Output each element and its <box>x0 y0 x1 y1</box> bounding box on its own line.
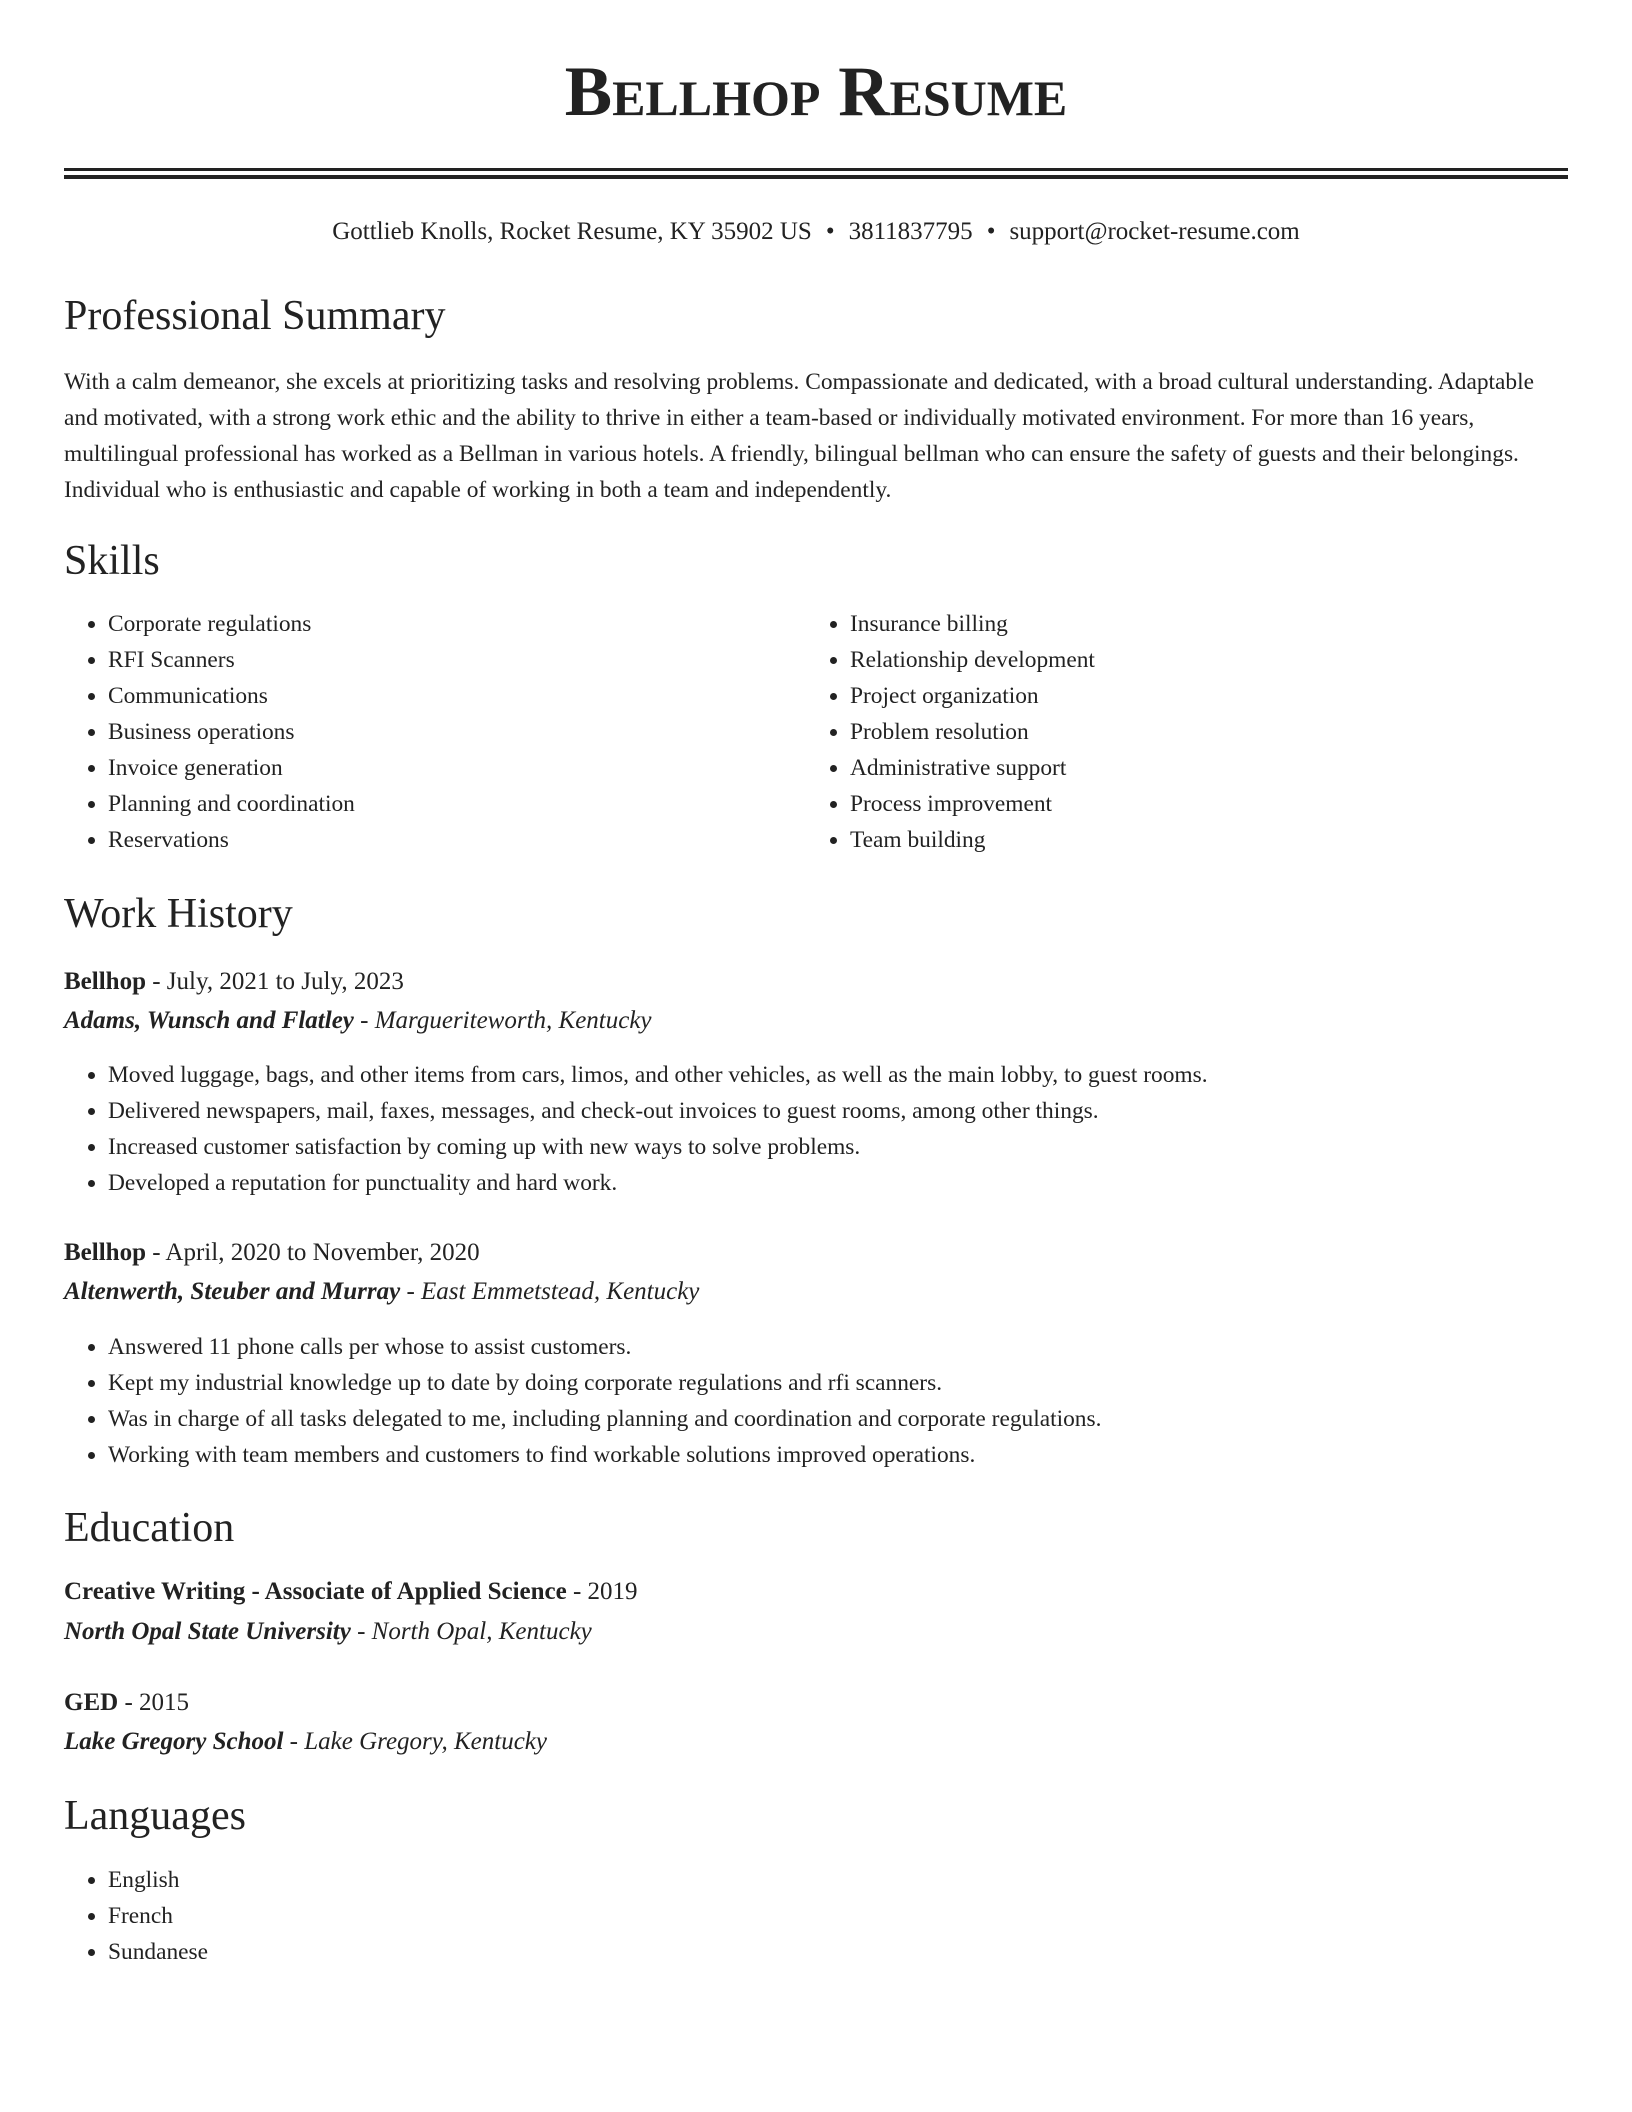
skill-item: • Process improvement <box>850 786 1095 822</box>
degree-year: - 2015 <box>118 1689 190 1716</box>
degree-line <box>64 1685 189 1721</box>
skill-item: • Reservations <box>108 822 355 858</box>
skill-item: • Administrative support <box>850 750 1095 786</box>
job-bullets <box>64 1329 1101 1473</box>
language-item: • French <box>108 1898 208 1934</box>
education-heading: Education <box>64 1505 235 1551</box>
school-location: - Lake Gregory, Kentucky <box>283 1728 547 1755</box>
job-dates: - April, 2020 to November, 2020 <box>145 1239 480 1266</box>
degree-line <box>64 1574 638 1610</box>
contact-email: support@rocket-resume.com <box>1009 218 1300 245</box>
job-bullet: • Kept my industrial knowledge up to date by doing corporate regulations and rfi scanners. <box>108 1365 1101 1401</box>
skill-item: • Planning and coordination <box>108 786 355 822</box>
contact-line <box>0 214 1632 250</box>
contact-phone: 3811837795 <box>848 218 973 245</box>
degree: Creative Writing - Associate of Applied Science <box>64 1578 567 1605</box>
skill-item: • Communications <box>108 678 355 714</box>
contact-separator: • <box>825 218 835 245</box>
languages-heading: Languages <box>64 1793 246 1839</box>
resume-title: Bellhop Resume <box>564 53 1068 131</box>
job-title: Bellhop <box>64 1239 146 1266</box>
school-line <box>64 1724 547 1760</box>
contact-separator: • <box>986 218 996 245</box>
skill-item: • Project organization <box>850 678 1095 714</box>
job-bullet: • Delivered newspapers, mail, faxes, messages, and check-out invoices to guest rooms, among other things. <box>108 1093 1208 1129</box>
summary-heading: Professional Summary <box>64 293 446 339</box>
languages-list <box>64 1862 208 1970</box>
skill-item: • Corporate regulations <box>108 606 355 642</box>
job-dates: - July, 2021 to July, 2023 <box>145 968 404 995</box>
language-item: • English <box>108 1862 208 1898</box>
summary-text: With a calm demeanor, she excels at prioritizing tasks and resolving problems. Compassionate and dedicated, with a broad cultural understanding. Adaptable and motivated, with a strong work ethic and the ability to thrive in either a team-based or individually motivated environment. For more than 16 years, multilingual professional has worked as a Bellman in various hotels. A friendly, bilingual bellman who can ensure the safety of guests and their belongings. Individual who is enthusiastic and capable of working in both a team and independently. <box>64 369 1535 503</box>
skills-list-left <box>64 606 355 858</box>
school: North Opal State University <box>64 1618 351 1645</box>
school-location: - North Opal, Kentucky <box>350 1618 592 1645</box>
skill-item: • RFI Scanners <box>108 642 355 678</box>
job-bullets <box>64 1057 1208 1201</box>
school-line <box>64 1614 592 1650</box>
degree-year: - 2019 <box>566 1578 638 1605</box>
title-divider-bottom <box>64 175 1568 179</box>
job-bullet: • Working with team members and customers to find workable solutions improved operations. <box>108 1437 1101 1473</box>
job-company-line <box>64 1274 699 1310</box>
job-bullet: • Increased customer satisfaction by coming up with new ways to solve problems. <box>108 1129 1208 1165</box>
work-history-heading: Work History <box>64 891 293 937</box>
skills-list-right <box>806 606 1095 858</box>
skill-item: • Business operations <box>108 714 355 750</box>
degree: GED <box>64 1689 119 1716</box>
job-bullet: • Was in charge of all tasks delegated to me, including planning and coordination and corporate regulations. <box>108 1401 1101 1437</box>
language-item: • Sundanese <box>108 1934 208 1970</box>
job-company: Altenwerth, Steuber and Murray <box>64 1278 401 1305</box>
job-location: - Margueriteworth, Kentucky <box>353 1007 652 1034</box>
job-bullet: • Moved luggage, bags, and other items from cars, limos, and other vehicles, as well as the main lobby, to guest rooms. <box>108 1057 1208 1093</box>
job-title-line <box>64 1235 480 1271</box>
skill-item: • Problem resolution <box>850 714 1095 750</box>
job-bullet: • Developed a reputation for punctuality and hard work. <box>108 1165 1208 1201</box>
job-company: Adams, Wunsch and Flatley <box>64 1007 354 1034</box>
job-location: - East Emmetstead, Kentucky <box>400 1278 700 1305</box>
skill-item: • Insurance billing <box>850 606 1095 642</box>
job-title-line <box>64 964 404 1000</box>
skill-item: • Invoice generation <box>108 750 355 786</box>
job-company-line <box>64 1003 652 1039</box>
job-bullet: • Answered 11 phone calls per whose to assist customers. <box>108 1329 1101 1365</box>
title-divider-top <box>64 168 1568 171</box>
skills-heading: Skills <box>64 538 160 584</box>
school: Lake Gregory School <box>64 1728 284 1755</box>
job-title: Bellhop <box>64 968 146 995</box>
skill-item: • Team building <box>850 822 1095 858</box>
skill-item: • Relationship development <box>850 642 1095 678</box>
contact-address: Gottlieb Knolls, Rocket Resume, KY 35902 US <box>332 218 812 245</box>
